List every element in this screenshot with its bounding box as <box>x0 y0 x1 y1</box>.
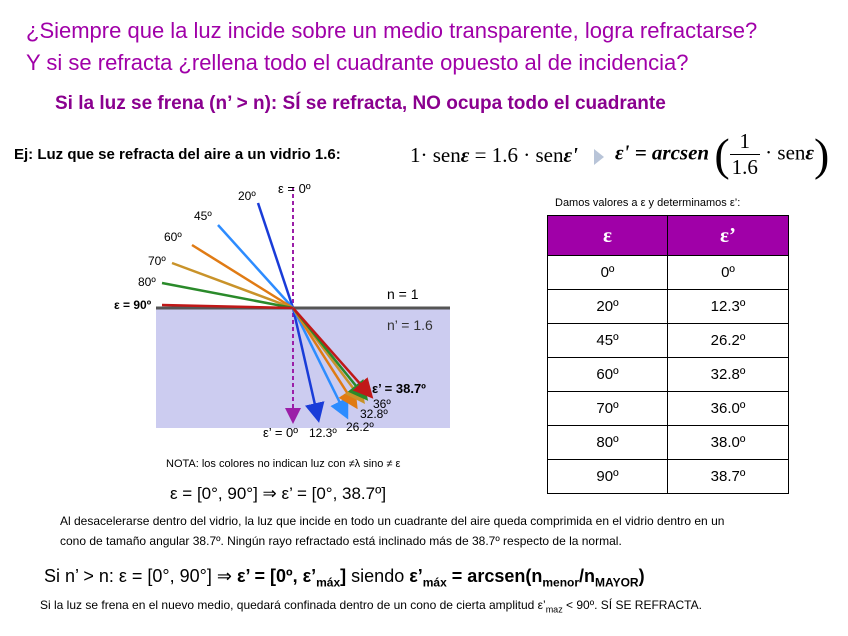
subtitle: Si la luz se frena (n’ > n): SÍ se refracta, NO ocupa todo el cuadrante <box>55 93 666 114</box>
snell-equation: 1· senε = 1.6 · senε' <box>410 143 578 167</box>
label-ref-26: 26.2º <box>346 420 374 434</box>
table-cell: 60º <box>548 358 668 392</box>
table-row <box>548 358 789 392</box>
table-row <box>548 256 789 290</box>
table-cell: 20º <box>548 290 668 324</box>
question-line-1: ¿Siempre que la luz incide sobre un medio transparente, logra refractarse? <box>26 18 758 43</box>
label-inc-20: 20º <box>238 189 256 203</box>
label-ref-12: 12.3º <box>309 426 337 440</box>
conclusion: Si n’ > n: ε = [0°, 90°] ⇒ ε’ = [0º, $\varepsilon’_{máx}$] siendo $\varepsilon’_{máx}$ = $arcsen(n_{menor}/n_{MAYOR})$ <box>44 566 645 590</box>
arcsen-equation: ε' = arcsen ( $\frac{1}{1.6}$ · senε) <box>615 129 830 180</box>
label-inc-70: 70º <box>148 254 166 268</box>
table-cell: 36.0º <box>668 392 789 426</box>
label-eps-prime-max: ε’ = 38.7º <box>372 381 426 396</box>
explanation-line-2: cono de tamaño angular 38.7º. Ningún rayo refractado está inclinado más de 38.7º respecto de la normal. <box>60 534 622 548</box>
table-cell: 0º <box>668 256 789 290</box>
table-cell: 32.8º <box>668 358 789 392</box>
label-inc-45: 45º <box>194 209 212 223</box>
label-n-top: n = 1 <box>387 286 419 302</box>
implies-arrow-icon <box>594 149 604 165</box>
table-row <box>548 290 789 324</box>
table-cell: 0º <box>548 256 668 290</box>
label-n-bottom: n’ = 1.6 <box>387 317 433 333</box>
example-label: Ej: Luz que se refracta del aire a un vidrio 1.6: <box>14 146 341 163</box>
header-eps: ε <box>548 216 668 256</box>
question-line-2: Y si se refracta ¿rellena todo el cuadrante opuesto al de incidencia? <box>26 50 689 75</box>
table-cell: 80º <box>548 426 668 460</box>
table-cell: 90º <box>548 460 668 494</box>
table-cell: 12.3º <box>668 290 789 324</box>
table-cell: 26.2º <box>668 324 789 358</box>
refraction-diagram <box>100 175 460 455</box>
table-cell: 70º <box>548 392 668 426</box>
header-eps-prime: ε’ <box>668 216 789 256</box>
label-inc-60: 60º <box>164 230 182 244</box>
table-row <box>548 324 789 358</box>
table-cell: 45º <box>548 324 668 358</box>
values-table <box>547 215 789 494</box>
table-row <box>548 460 789 494</box>
label-eps-90: ε = 90º <box>114 298 152 312</box>
incident-ray-20 <box>258 203 293 308</box>
explanation-line-1: Al desacelerarse dentro del vidrio, la luz que incide en todo un cuadrante del aire queda comprimida en el vidrio dentro en un <box>60 514 725 528</box>
note-text: NOTA: los colores no indican luz con ≠λ sino ≠ ε <box>166 458 401 470</box>
label-eps-prime-zero: ε’ = 0º <box>263 425 298 440</box>
label-ref-36: 36º <box>373 397 391 411</box>
footer-text: Si la luz se frena en el nuevo medio, quedará confinada dentro de un cono de cierta amplitud $\varepsilon’_{maz}$ < 90º. SÍ SE REFRACTA. <box>40 598 702 615</box>
label-inc-80: 80º <box>138 275 156 289</box>
table-header-row <box>548 216 789 256</box>
label-ref-33: 32.8º <box>360 407 388 421</box>
table-caption: Damos valores a ε y determinamos ε’: <box>555 197 741 209</box>
label-eps-zero: ε = 0º <box>278 181 311 196</box>
table-cell: 38.0º <box>668 426 789 460</box>
table-row <box>548 426 789 460</box>
range-statement: ε = [0°, 90°] ⇒ ε’ = [0°, 38.7º] <box>170 484 387 503</box>
table-row <box>548 392 789 426</box>
table-cell: 38.7º <box>668 460 789 494</box>
